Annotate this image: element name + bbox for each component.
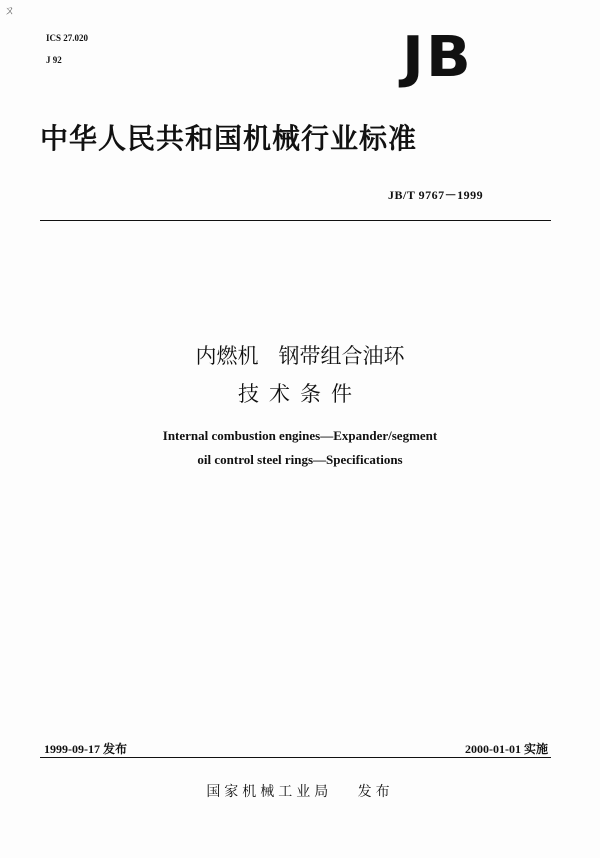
ccs-code: J 92 (46, 55, 62, 65)
ics-code: ICS 27.020 (46, 33, 89, 43)
chinese-title-line-2: 技术条件 (238, 382, 362, 406)
corner-mark: ㄡ (4, 4, 15, 17)
bottom-divider (40, 757, 551, 758)
english-title-line-2: oil control steel rings—Specifications (197, 452, 403, 467)
jb-logo: JB (402, 25, 473, 90)
top-divider (40, 220, 551, 221)
publisher: 国家机械工业局 发布 (206, 784, 394, 800)
chinese-title-line-1: 内燃机 钢带组合油环 (195, 344, 405, 368)
english-title-line-1: Internal combustion engines—Expander/segment (162, 428, 438, 443)
standard-number: JB/T 9767－1999 (388, 188, 484, 202)
organization-title: 中华人民共和国机械行业标准 (40, 122, 418, 155)
implementation-date: 2000-01-01 实施 (465, 742, 548, 756)
issue-date: 1999-09-17 发布 (44, 742, 127, 756)
